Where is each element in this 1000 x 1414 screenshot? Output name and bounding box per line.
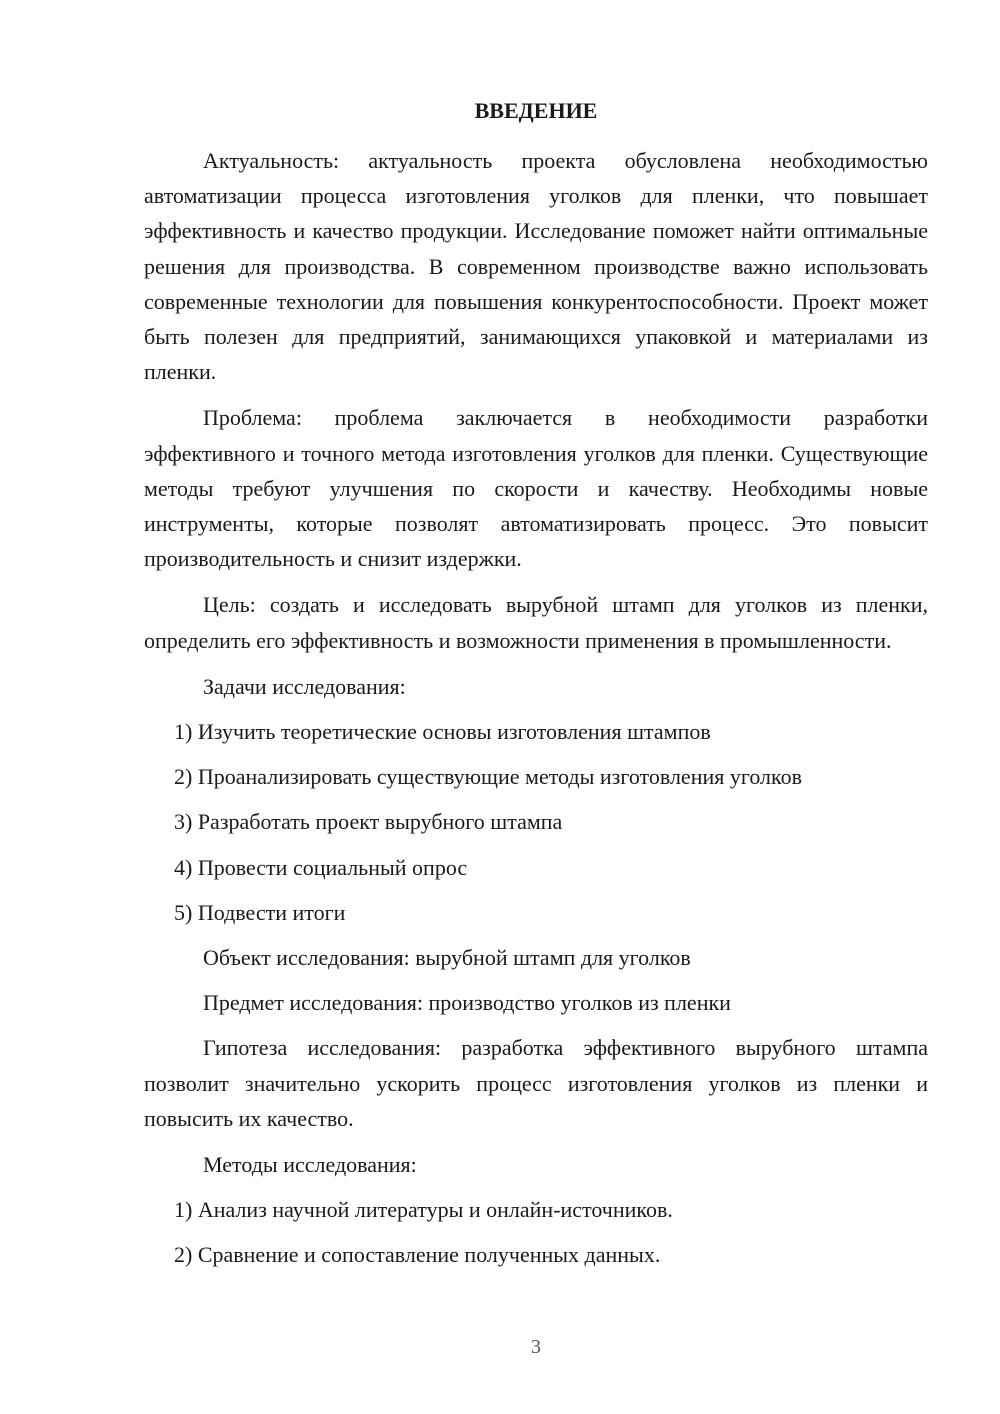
relevance-paragraph: Актуальность: актуальность проекта обусловлена необходимостью автоматизации процесса изготовления уголков для пленки, что повышает эффективность и качество продукции. Исследование поможет найти оптимальные решения для производства. В современном производстве важно использовать современные технологии для повышения конкурентоспособности. Проект может быть полезен для предприятий, занимающихся упаковкой и материалами из пленки. xyxy=(144,148,928,385)
hypothesis-paragraph: Гипотеза исследования: разработка эффективного вырубного штампа позволит значительно ускорить процесс изготовления уголков из пленки и повысить их качество. xyxy=(144,1035,928,1131)
page-content xyxy=(144,143,928,1283)
task-item: 1) Изучить теоретические основы изготовления штампов xyxy=(174,719,711,745)
tasks-heading: Задачи исследования: xyxy=(203,673,406,699)
methods-heading: Методы исследования: xyxy=(203,1152,417,1178)
goal-paragraph: Цель: создать и исследовать вырубной штамп для уголков из пленки, определить его эффективность и возможности применения в промышленности. xyxy=(144,592,928,653)
method-item: 2) Сравнение и сопоставление полученных данных. xyxy=(174,1242,661,1268)
task-item: 3) Разработать проект вырубного штампа xyxy=(174,809,563,835)
research-subject: Предмет исследования: производство уголков из пленки xyxy=(203,990,731,1016)
task-item: 5) Подвести итоги xyxy=(174,899,346,925)
page-title: ВВЕДЕНИЕ xyxy=(474,98,598,123)
page-number: 3 xyxy=(531,1336,541,1358)
method-item: 1) Анализ научной литературы и онлайн-источников. xyxy=(174,1197,673,1223)
problem-paragraph: Проблема: проблема заключается в необходимости разработки эффективного и точного метода изготовления уголков для пленки. Существующие методы требуют улучшения по скорости и качеству. Необходимы новые инструменты, которые позволят автоматизировать процесс. Это повысит производительность и снизит издержки. xyxy=(144,405,928,572)
research-object: Объект исследования: вырубной штамп для уголков xyxy=(203,945,691,971)
task-item: 2) Проанализировать существующие методы изготовления уголков xyxy=(174,764,802,790)
task-item: 4) Провести социальный опрос xyxy=(174,854,468,880)
